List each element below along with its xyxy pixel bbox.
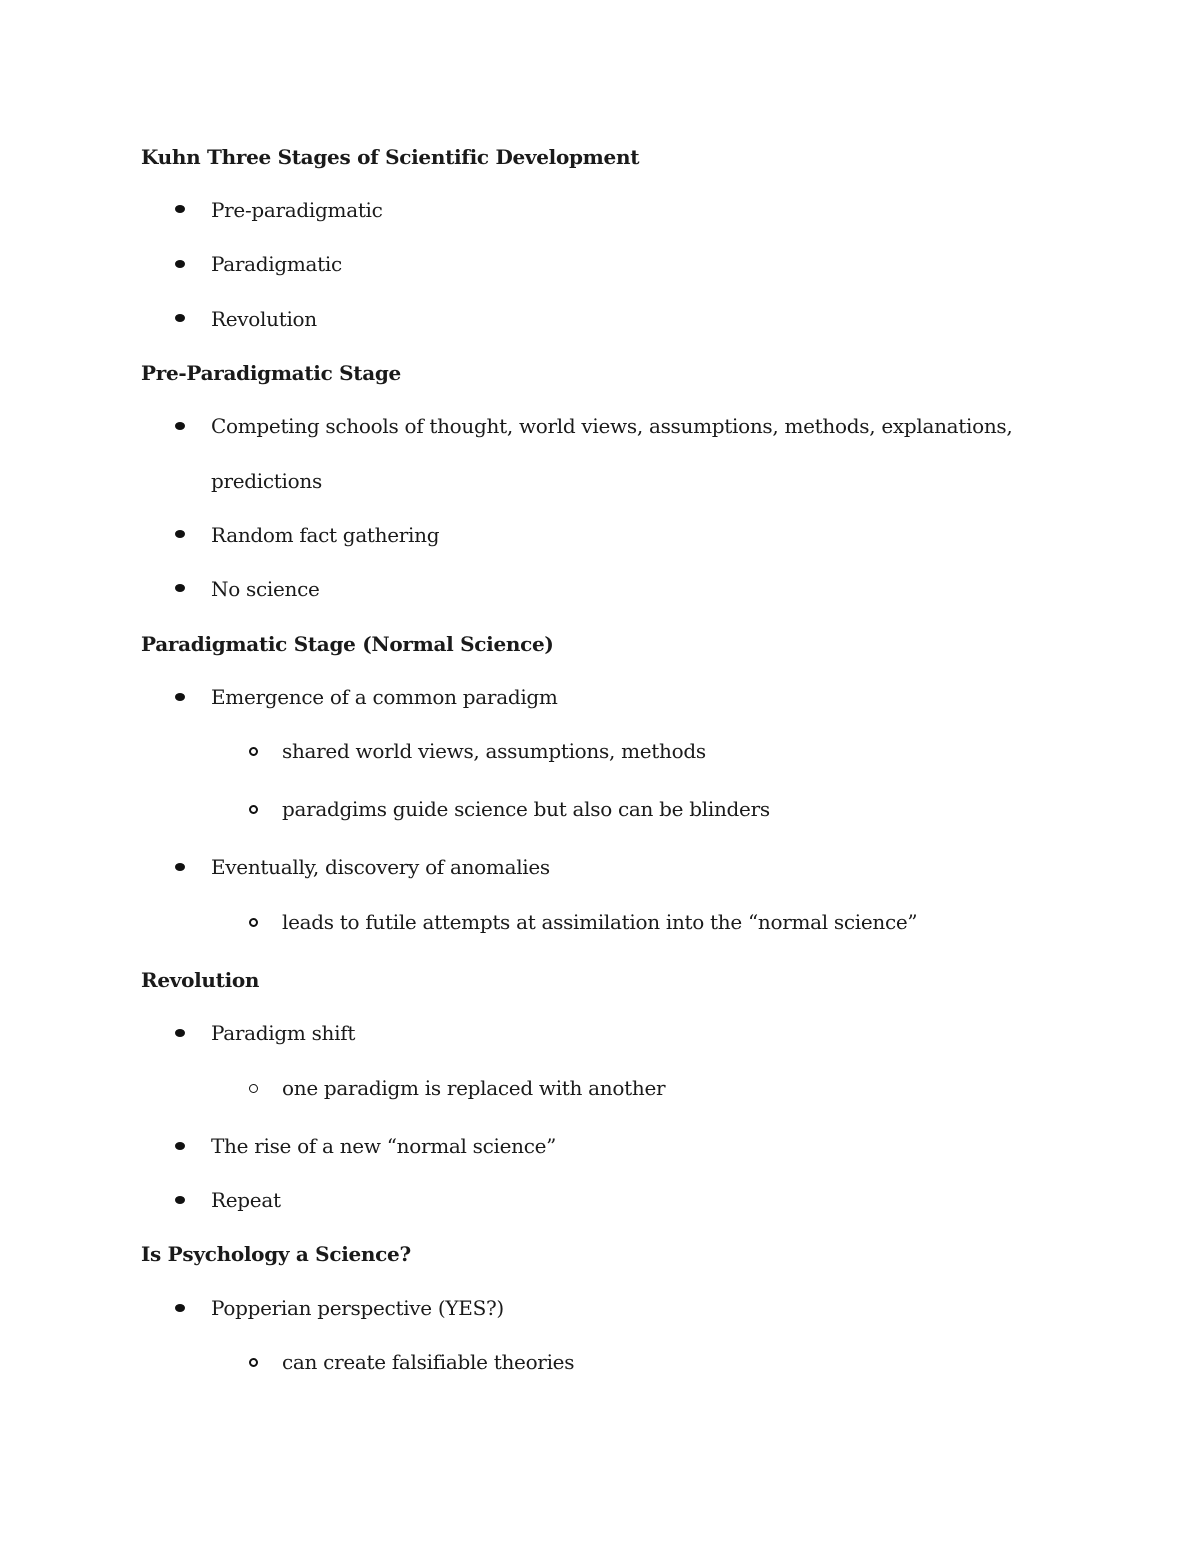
- sub-bullet-icon: [249, 1084, 258, 1093]
- list-item: Paradigm shift: [211, 1021, 356, 1045]
- bullet-icon: [175, 205, 185, 213]
- sub-list-item: leads to futile attempts at assimilation into the “normal science”: [282, 910, 918, 934]
- sub-list-item: shared world views, assumptions, methods: [282, 739, 706, 763]
- bullet-icon: [175, 693, 185, 701]
- bullet-icon: [175, 1196, 185, 1204]
- sub-bullet-icon: [249, 805, 258, 814]
- bullet-icon: [175, 863, 185, 871]
- list-item: Emergence of a common paradigm: [211, 685, 558, 709]
- list-item: Eventually, discovery of anomalies: [211, 855, 550, 879]
- list-item: Repeat: [211, 1188, 281, 1212]
- bullet-icon: [175, 1142, 185, 1150]
- section-heading-kuhn: Kuhn Three Stages of Scientific Development: [141, 145, 640, 169]
- bullet-icon: [175, 260, 185, 268]
- sub-list-item: can create falsifiable theories: [282, 1350, 575, 1374]
- bullet-icon: [175, 314, 185, 322]
- list-item: Revolution: [211, 307, 317, 331]
- sub-bullet-icon: [249, 747, 258, 756]
- section-heading-paradigmatic: Paradigmatic Stage (Normal Science): [141, 632, 554, 656]
- section-heading-psychology: Is Psychology a Science?: [141, 1242, 411, 1266]
- list-item: Popperian perspective (YES?): [211, 1296, 504, 1320]
- list-item: Paradigmatic: [211, 252, 342, 276]
- bullet-icon: [175, 584, 185, 592]
- sub-list-item: paradgims guide science but also can be blinders: [282, 797, 770, 821]
- sub-bullet-icon: [249, 1358, 258, 1367]
- section-heading-revolution: Revolution: [141, 968, 260, 992]
- bullet-icon: [175, 1029, 185, 1037]
- list-item: Random fact gathering: [211, 523, 440, 547]
- section-heading-pre-paradigmatic: Pre-Paradigmatic Stage: [141, 361, 401, 385]
- list-item: Competing schools of thought, world views, assumptions, methods, explanations,: [211, 414, 1013, 438]
- bullet-icon: [175, 530, 185, 538]
- bullet-icon: [175, 1304, 185, 1312]
- list-item: No science: [211, 577, 320, 601]
- list-item-continuation: predictions: [211, 469, 322, 493]
- list-item: The rise of a new “normal science”: [211, 1134, 557, 1158]
- list-item: Pre-paradigmatic: [211, 198, 383, 222]
- bullet-icon: [175, 422, 185, 430]
- sub-bullet-icon: [249, 918, 258, 927]
- sub-list-item: one paradigm is replaced with another: [282, 1076, 666, 1100]
